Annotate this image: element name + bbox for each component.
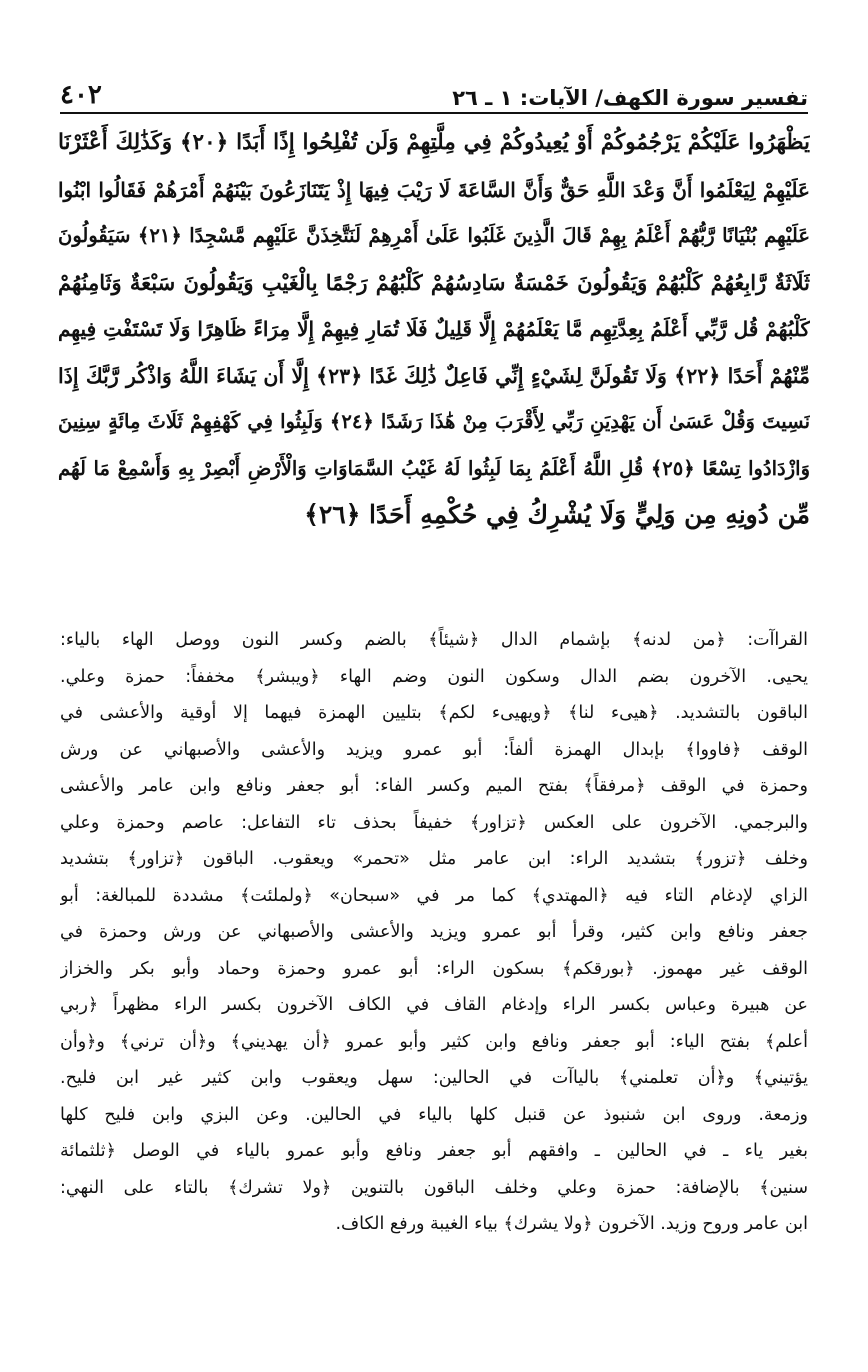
commentary-line: الوقف غير مهموز. ﴿بورقكم﴾ بسكون الراء: أبو عمرو وحمزة وحماد وأبو بكر والخزاز — [60, 958, 808, 979]
quran-line: ثَلَاثَةٌ رَّابِعُهُمْ كَلْبُهُمْ وَيَقُولُونَ خَمْسَةٌ سَادِسُهُمْ كَلْبُهُمْ رَجْمًا بِالْغَيْبِ وَيَقُولُونَ سَبْعَةٌ وَثَامِنُهُمْ — [58, 269, 810, 295]
quran-line: يَظْهَرُوا عَلَيْكُمْ يَرْجُمُوكُمْ أَوْ يُعِيدُوكُمْ فِي مِلَّتِهِمْ وَلَن تُفْلِحُوا إِذًا أَبَدًا ﴿٢٠﴾ وَكَذَٰلِكَ أَعْثَرْنَا — [58, 130, 810, 155]
commentary-line: وخلف ﴿تزور﴾ بتشديد الراء: ابن عامر مثل «تحمر» ويعقوب. الباقون ﴿تزاور﴾ بتشديد — [60, 849, 808, 869]
commentary-line: ابن عامر وروح وزيد. الآخرون ﴿ولا يشرك﴾ بياء الغيبة ورفع الكاف. — [335, 1214, 808, 1234]
commentary-line: الباقون بالتشديد. ﴿هيىء لنا﴾ ﴿ويهيىء لكم﴾ بتليين الهمزة فيهما إلا أوقية والأعشى في — [60, 703, 808, 723]
commentary-line: القراآت: ﴿من لدنه﴾ بإشمام الدال ﴿شيئاً﴾ بالضم وكسر النون ووصل الهاء بالياء: — [60, 630, 808, 650]
quran-line: مِّن دُونِهِ مِن وَلِيٍّ وَلَا يُشْرِكُ فِي حُكْمِهِ أَحَدًا ﴿٢٦﴾ — [304, 500, 810, 529]
quran-line: نَسِيتَ وَقُلْ عَسَىٰ أَن يَهْدِيَنِ رَبِّي لِأَقْرَبَ مِنْ هَٰذَا رَشَدًا ﴿٢٤﴾ وَلَبِثُوا فِي كَهْفِهِمْ ثَلَاثَ مِائَةٍ سِنِينَ — [58, 410, 810, 433]
commentary-line: الوقف ﴿فاووا﴾ بإبدال الهمزة ألفاً: أبو عمرو ويزيد والأعشى والأصبهاني عن ورش — [60, 739, 808, 760]
commentary-line: وزمعة. وروى ابن شنبوذ عن قنبل كلها بالياء في الحالين. وعن البزي وابن فليح كلها — [60, 1104, 808, 1125]
commentary-line: والبرجمي. الآخرون على العكس ﴿تزاور﴾ خفيفاً بحذف تاء التفاعل: عاصم وحمزة وعلي — [60, 812, 808, 833]
commentary-line: بغير ياء ـ في الحالين ـ وافقهم أبو جعفر ونافع وأبو عمرو بالياء في الوصل ﴿ثلثمائة — [60, 1141, 808, 1161]
commentary-line: يحيى. الآخرون بضم الدال وسكون النون وضم الهاء ﴿ويبشر﴾ مخففاً: حمزة وعلي. — [60, 666, 808, 687]
commentary-line: سنين﴾ بالإضافة: حمزة وعلي وخلف الباقون بالتنوين ﴿ولا تشرك﴾ بالتاء على النهي: — [60, 1177, 808, 1198]
commentary-line: وحمزة في الوقف ﴿مرفقاً﴾ بفتح الميم وكسر الفاء: أبو جعفر ونافع وابن عامر والأعشى — [60, 776, 808, 796]
running-title: تفسير سورة الكهف/ الآيات: ١ ـ ٢٦ — [452, 86, 808, 110]
quran-line: مِّنْهُمْ أَحَدًا ﴿٢٢﴾ وَلَا تَقُولَنَّ لِشَيْءٍ إِنِّي فَاعِلٌ ذَٰلِكَ غَدًا ﴿٢٣﴾ إِلَّا أَن يَشَاءَ اللَّهُ وَاذْكُر رَّبَّكَ إِذَا — [58, 363, 810, 388]
quran-verses-block — [58, 120, 810, 539]
page-header — [60, 70, 808, 110]
commentary-line: أعلم﴾ بفتح الياء: أبو جعفر ونافع وابن كثير وأبو عمرو ﴿أن يهديني﴾ و﴿أن ترني﴾ و﴿وأن — [60, 1031, 808, 1052]
readings-commentary — [60, 622, 808, 1243]
quran-line: كَلْبُهُمْ قُل رَّبِّي أَعْلَمُ بِعِدَّتِهِم مَّا يَعْلَمُهُمْ إِلَّا قَلِيلٌ فَلَا تُمَارِ فِيهِمْ إِلَّا مِرَاءً ظَاهِرًا وَلَا تَسْتَفْتِ فِيهِم — [58, 317, 810, 341]
commentary-line: جعفر ونافع وابن كثير، وقرأ أبو عمرو ويزيد والأعشى والأصبهاني عن ورش وحمزة في — [60, 922, 808, 942]
commentary-line: الزاي لإدغام التاء فيه ﴿المهتدي﴾ كما مر في «سبحان» ﴿ولملئت﴾ مشددة للمبالغة: أبو — [60, 885, 808, 906]
page-number: ٤٠٢ — [60, 80, 102, 110]
commentary-line: يؤتيني﴾ و﴿أن تعلمني﴾ بالياآت في الحالين: سهل ويعقوب وابن كثير غير ابن فليح. — [60, 1068, 808, 1088]
quran-line: عَلَيْهِم بُنْيَانًا رَّبُّهُمْ أَعْلَمُ بِهِمْ قَالَ الَّذِينَ غَلَبُوا عَلَىٰ أَمْرِهِمْ لَنَتَّخِذَنَّ عَلَيْهِم مَّسْجِدًا ﴿٢١﴾ سَيَقُولُونَ — [58, 224, 810, 247]
quran-line: وَازْدَادُوا تِسْعًا ﴿٢٥﴾ قُلِ اللَّهُ أَعْلَمُ بِمَا لَبِثُوا لَهُ غَيْبُ السَّمَاوَاتِ وَالْأَرْضِ أَبْصِرْ بِهِ وَأَسْمِعْ مَا لَهُم — [58, 456, 810, 480]
quran-line: عَلَيْهِمْ لِيَعْلَمُوا أَنَّ وَعْدَ اللَّهِ حَقٌّ وَأَنَّ السَّاعَةَ لَا رَيْبَ فِيهَا إِذْ يَتَنَازَعُونَ بَيْنَهُمْ أَمْرَهُمْ فَقَالُوا ابْنُوا — [58, 177, 810, 202]
header-rule — [60, 112, 808, 114]
commentary-line: عن هبيرة وعباس بكسر الراء وإدغام القاف في الكاف الآخرون بكسر الراء مظهراً ﴿ربي — [60, 995, 808, 1015]
